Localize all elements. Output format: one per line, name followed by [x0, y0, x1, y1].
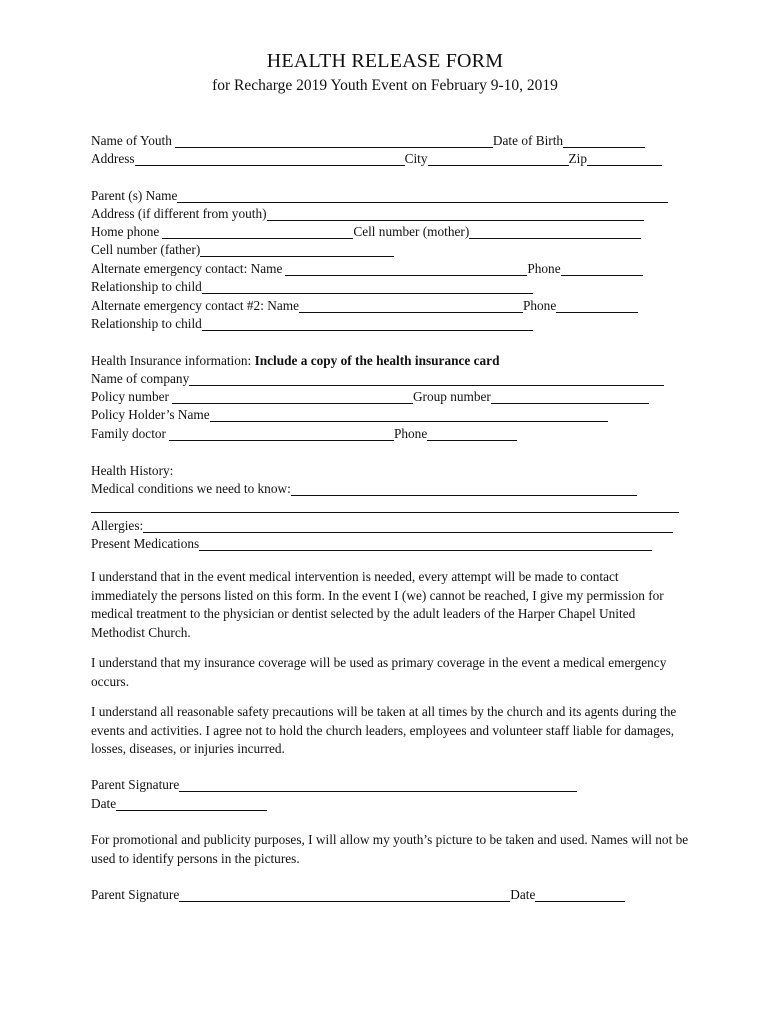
doctor-label: Family doctor: [91, 426, 166, 441]
holder-field[interactable]: [210, 408, 608, 422]
alt-contact2-row: [91, 297, 638, 315]
parent-name-row: [91, 187, 668, 205]
relationship-label: Relationship to child: [91, 279, 202, 294]
signature1-date-label: Date: [91, 796, 117, 811]
parent-name-field[interactable]: [177, 189, 668, 203]
address-field[interactable]: [135, 152, 405, 166]
alt-contact2-phone-field[interactable]: [556, 299, 638, 313]
signature2-label: Parent Signature: [91, 887, 180, 902]
health-history-label: Health History:: [91, 463, 174, 478]
alt-contact2-field[interactable]: [299, 299, 523, 313]
zip-field[interactable]: [587, 152, 662, 166]
company-label: Name of company: [91, 371, 190, 386]
policy-label: Policy number: [91, 389, 169, 404]
holder-label: Policy Holder’s Name: [91, 407, 210, 422]
alt-contact-row: [91, 260, 643, 278]
form-title: HEALTH RELEASE FORM: [266, 50, 504, 72]
parent-name-label: Parent (s) Name: [91, 188, 178, 203]
insurance-card-note: Include a copy of the health insurance card: [254, 353, 500, 368]
cell-father-row: [91, 241, 394, 259]
youth-name-row: [91, 132, 645, 150]
conditions-field[interactable]: [291, 482, 637, 496]
health-history-row: [91, 462, 173, 480]
cell-mother-label: Cell number (mother): [353, 224, 470, 239]
signature1-field[interactable]: [179, 778, 577, 792]
consent-paragraph: I understand that in the event medical intervention is needed, every attempt will be made to contact immediately the persons listed on this form. In the event I (we) cannot be reached, I give my permission for medical treatment to the physician or dentist selected by the adult leaders of the Harper Chapel United Methodist Church.: [91, 569, 664, 640]
youth-name-label: Name of Youth: [91, 133, 172, 148]
parent-address-label: Address (if different from youth): [91, 206, 267, 221]
alt-contact-field[interactable]: [285, 262, 527, 276]
zip-label: Zip: [568, 151, 587, 166]
relationship2-row: [91, 315, 533, 333]
cell-mother-field[interactable]: [469, 225, 641, 239]
insurance-intro-label: Health Insurance information:: [91, 353, 255, 368]
allergies-label: Allergies:: [91, 518, 144, 533]
holder-row: [91, 406, 608, 424]
policy-row: [91, 388, 649, 406]
relationship-row: [91, 278, 533, 296]
group-field[interactable]: [491, 390, 649, 404]
company-field[interactable]: [189, 372, 664, 386]
relationship-field[interactable]: [202, 280, 533, 294]
alt-contact-label: Alternate emergency contact: Name: [91, 261, 283, 276]
signature2-row: [91, 886, 625, 904]
medications-field[interactable]: [199, 537, 652, 551]
parent-address-row: [91, 205, 644, 223]
conditions-continuation-line[interactable]: [91, 512, 679, 513]
liability-paragraph: I understand all reasonable safety precautions will be taken at all times by the church and its agents during the events and activities. I agree not to hold the church leaders, employees and volunteer staff liable for damages, losses, diseases, or injuries incurred.: [91, 704, 677, 757]
alt-contact2-label: Alternate emergency contact #2: Name: [91, 298, 299, 313]
home-phone-field[interactable]: [162, 225, 353, 239]
conditions-row: [91, 480, 637, 498]
city-label: City: [404, 151, 428, 166]
cell-father-label: Cell number (father): [91, 242, 201, 257]
insurance-intro-row: [91, 352, 499, 370]
signature1-row: [91, 776, 577, 794]
relationship2-label: Relationship to child: [91, 316, 202, 331]
parent-address-field[interactable]: [267, 207, 644, 221]
policy-field[interactable]: [172, 390, 413, 404]
publicity-paragraph: For promotional and publicity purposes, I will allow my youth’s picture to be taken and used. Names will not be used to identify persons in the pictures.: [91, 832, 689, 866]
insurance-paragraph: I understand that my insurance coverage will be used as primary coverage in the event a medical emergency occurs.: [91, 655, 667, 689]
doctor-phone-label: Phone: [393, 426, 428, 441]
alt-contact-phone-field[interactable]: [561, 262, 643, 276]
city-field[interactable]: [428, 152, 569, 166]
relationship2-field[interactable]: [202, 317, 533, 331]
medications-row: [91, 535, 652, 553]
alt-contact2-phone-label: Phone: [522, 298, 557, 313]
home-phone-row: [91, 223, 641, 241]
doctor-phone-field[interactable]: [427, 427, 517, 441]
doctor-row: [91, 425, 517, 443]
address-label: Address: [91, 151, 135, 166]
dob-field[interactable]: [563, 134, 645, 148]
alt-contact-phone-label: Phone: [527, 261, 561, 276]
conditions-label: Medical conditions we need to know:: [91, 481, 291, 496]
signature2-field[interactable]: [179, 888, 510, 902]
home-phone-label: Home phone: [91, 224, 160, 239]
address-row: [91, 150, 662, 168]
allergies-field[interactable]: [143, 519, 673, 533]
dob-label: Date of Birth: [492, 133, 564, 148]
signature2-date-field[interactable]: [535, 888, 625, 902]
cell-father-field[interactable]: [200, 243, 394, 257]
doctor-field[interactable]: [169, 427, 394, 441]
medications-label: Present Medications: [91, 536, 200, 551]
company-row: [91, 370, 664, 388]
signature1-date-row: [91, 795, 267, 813]
allergies-row: [91, 517, 673, 535]
group-label: Group number: [412, 389, 491, 404]
form-subtitle: for Recharge 2019 Youth Event on February 9-10, 2019: [212, 77, 558, 94]
signature1-date-field[interactable]: [116, 797, 267, 811]
youth-name-field[interactable]: [175, 134, 493, 148]
signature2-date-label: Date: [510, 887, 536, 902]
signature1-label: Parent Signature: [91, 777, 180, 792]
